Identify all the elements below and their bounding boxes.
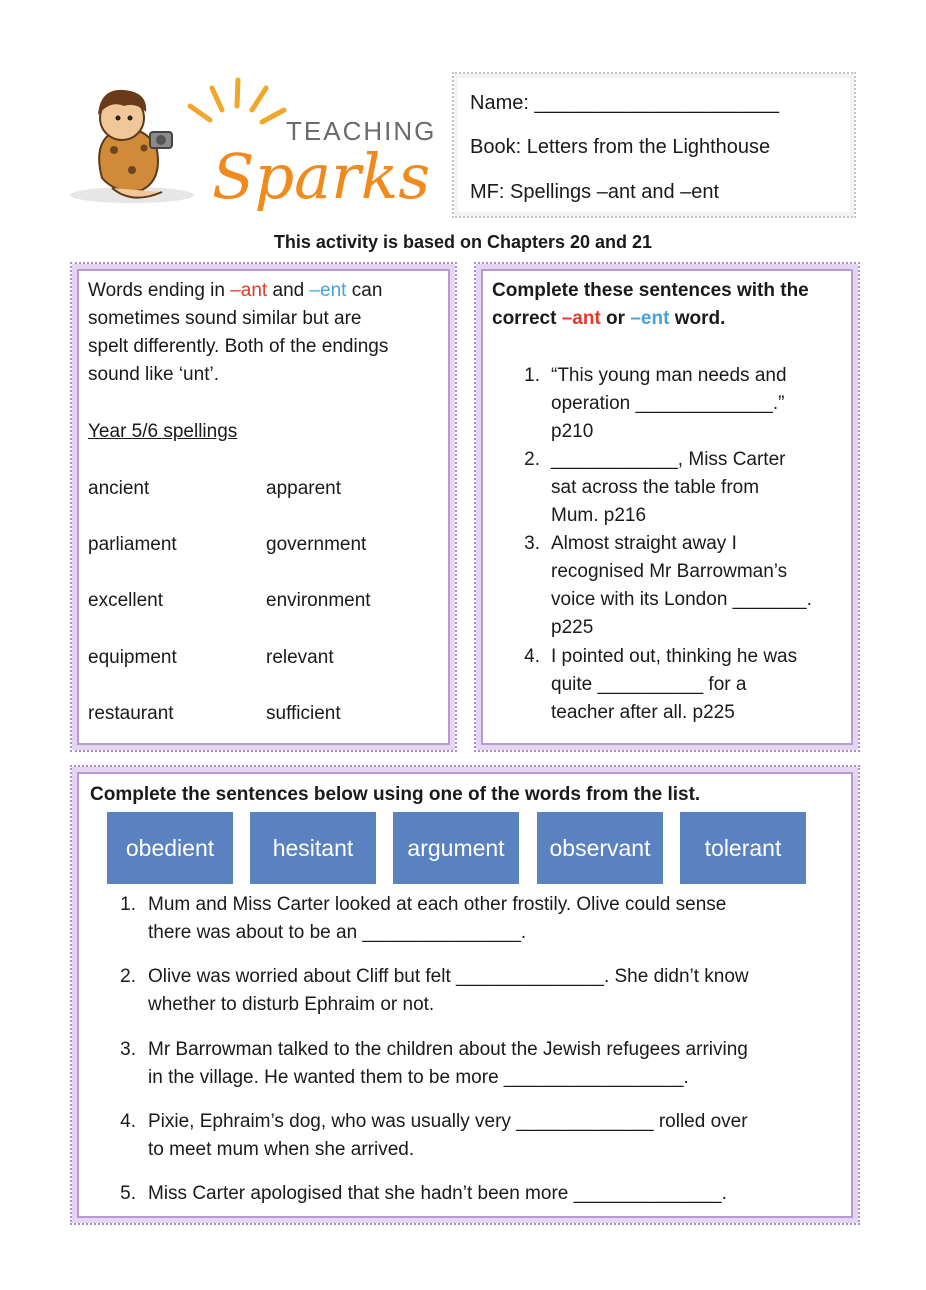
right-instructions (492, 277, 852, 333)
instr-text-a: correct (492, 308, 562, 329)
sentence-line: Olive was worried about Cliff but felt ______________. She didn’t know (148, 966, 749, 987)
word-chip: tolerant (680, 812, 806, 884)
word-chip: argument (393, 812, 519, 884)
logo-sparks-text: Sparks (212, 140, 431, 213)
sentence-line: Pixie, Ephraim’s dog, who was usually very _____________ rolled over (148, 1111, 748, 1132)
item-number: 1. (524, 365, 540, 386)
spelling-word: government (266, 534, 367, 555)
item-number: 4. (120, 1111, 136, 1132)
intro-text-c: can (346, 280, 383, 301)
sentence-line: Mum and Miss Carter looked at each other frostily. Olive could sense (148, 894, 727, 915)
intro-text-a: Words ending in (88, 280, 231, 301)
word-chip: obedient (107, 812, 233, 884)
focus-topic: MF: Spellings –ant and –ent (470, 181, 720, 203)
spelling-word: apparent (266, 478, 342, 499)
sentence-line: I pointed out, thinking he was (551, 646, 798, 667)
item-number: 5. (120, 1183, 136, 1204)
intro-line-4: sound like ‘unt’. (88, 364, 219, 385)
word-chip: hesitant (250, 812, 376, 884)
sentence-line: ____________, Miss Carter (551, 449, 786, 470)
sentence-line: voice with its London _______. (551, 589, 812, 610)
item-number: 2. (120, 966, 136, 987)
item-number: 2. (524, 449, 540, 470)
sentence-line: to meet mum when she arrived. (148, 1139, 415, 1160)
spelling-word: ancient (88, 478, 150, 499)
spelling-word: excellent (88, 590, 163, 611)
instr-ent-suffix: –ent (630, 308, 670, 329)
item-number: 3. (524, 533, 540, 554)
activity-subtitle: This activity is based on Chapters 20 and 21 (273, 232, 653, 252)
instr-line-1: Complete these sentences with the (492, 280, 809, 301)
item-number: 3. (120, 1039, 136, 1060)
item-number: 1. (120, 894, 136, 915)
teaching-sparks-logo (62, 70, 442, 220)
sentence-line: “This young man needs and (551, 365, 787, 386)
sentence-line: Mr Barrowman talked to the children about the Jewish refugees arriving (148, 1039, 748, 1060)
spelling-intro (88, 277, 448, 389)
name-field-label: Name: ______________________ (470, 92, 780, 114)
spellings-heading: Year 5/6 spellings (88, 421, 238, 442)
sentence-line: p225 (551, 617, 594, 638)
spelling-word: equipment (88, 647, 177, 668)
spelling-word: relevant (266, 647, 334, 668)
sentence-line: p210 (551, 421, 594, 442)
sentence-line: quite __________ for a (551, 674, 747, 695)
intro-line-1 (88, 277, 448, 305)
ant-suffix: –ant (230, 280, 268, 301)
sentence-line: Mum. p216 (551, 505, 647, 526)
sentence-line: Miss Carter apologised that she hadn’t been more ______________. (148, 1183, 727, 1204)
spelling-word: restaurant (88, 703, 174, 724)
intro-line-3: spelt differently. Both of the endings (88, 336, 389, 357)
spark-rays-icon (190, 80, 284, 122)
word-chip: observant (537, 812, 663, 884)
sentence-line: Almost straight away I (551, 533, 737, 554)
instr-line-2 (492, 305, 852, 333)
instr-text-c: word. (669, 308, 726, 329)
sentence-line: recognised Mr Barrowman’s (551, 561, 788, 582)
spelling-word: parliament (88, 534, 177, 555)
intro-text-b: and (267, 280, 310, 301)
instr-text-b: or (600, 308, 631, 329)
logo-graphic (62, 70, 442, 220)
sentence-line: there was about to be an _______________. (148, 922, 527, 943)
ent-suffix: –ent (309, 280, 347, 301)
logo-teaching-text: TEACHING (286, 116, 437, 146)
spelling-word: sufficient (266, 703, 341, 724)
bottom-instruction: Complete the sentences below using one of the words from the list. (90, 784, 701, 805)
item-number: 4. (524, 646, 540, 667)
sentence-line: operation _____________.” (551, 393, 785, 414)
sentence-line: whether to disturb Ephraim or not. (148, 994, 435, 1015)
spelling-word: environment (266, 590, 371, 611)
sentence-line: teacher after all. p225 (551, 702, 735, 723)
instr-ant-suffix: –ant (561, 308, 601, 329)
sentence-line: sat across the table from (551, 477, 760, 498)
caveman-icon (98, 90, 172, 198)
book-title: Book: Letters from the Lighthouse (470, 136, 771, 158)
sentence-line: in the village. He wanted them to be more _________________. (148, 1067, 689, 1088)
intro-line-2: sometimes sound similar but are (88, 308, 362, 329)
header-info-box (452, 72, 856, 218)
